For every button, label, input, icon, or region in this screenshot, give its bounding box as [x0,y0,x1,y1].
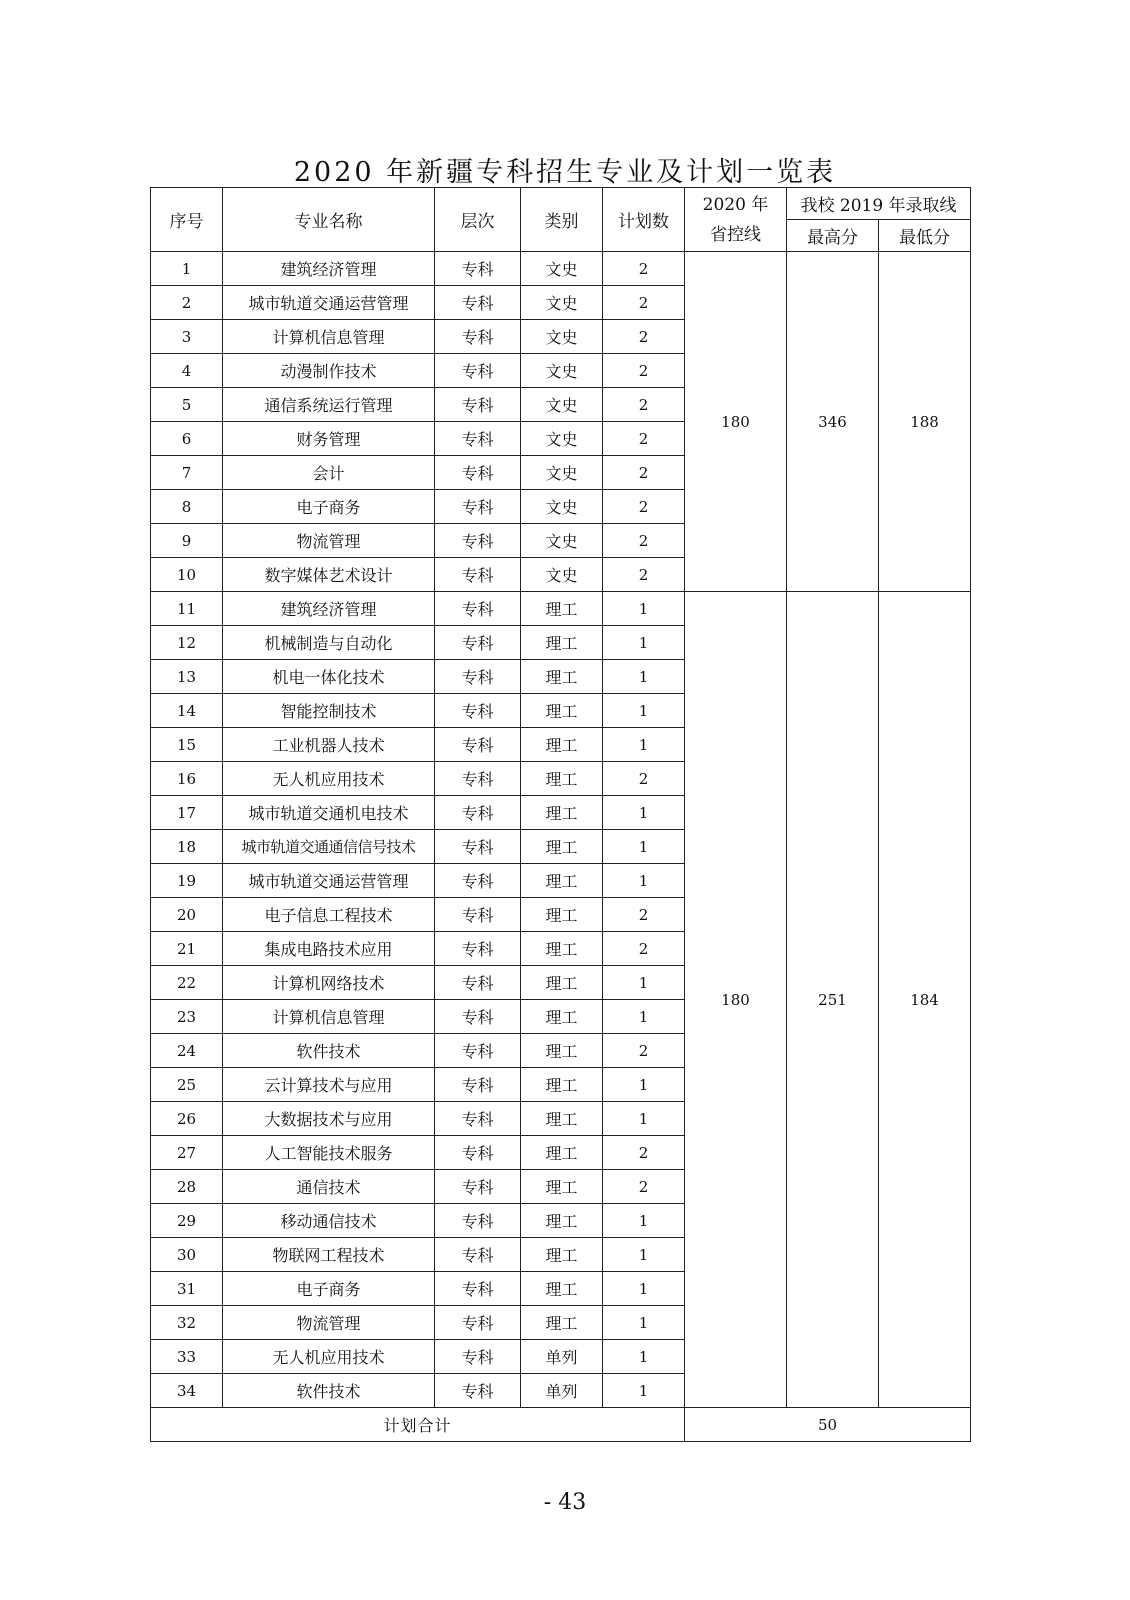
plan-total-value: 50 [685,1408,971,1442]
row-seq: 19 [151,864,223,898]
row-seq: 9 [151,524,223,558]
row-level: 专科 [435,558,521,592]
row-major-name: 通信技术 [223,1170,435,1204]
row-plan-count: 1 [603,1238,685,1272]
table-row [151,592,971,626]
header-min-score: 最低分 [879,220,971,252]
table-footer-row [151,1408,971,1442]
row-category: 理工 [521,1272,603,1306]
row-seq: 18 [151,830,223,864]
row-seq: 22 [151,966,223,1000]
row-level: 专科 [435,1136,521,1170]
row-plan-count: 1 [603,694,685,728]
row-plan-count: 1 [603,1374,685,1408]
row-level: 专科 [435,456,521,490]
row-plan-count: 1 [603,1068,685,1102]
row-seq: 27 [151,1136,223,1170]
row-seq: 26 [151,1102,223,1136]
row-category: 文史 [521,524,603,558]
row-seq: 14 [151,694,223,728]
row-category: 文史 [521,456,603,490]
row-level: 专科 [435,388,521,422]
group-max-score: 251 [787,592,879,1408]
row-seq: 20 [151,898,223,932]
row-major-name: 无人机应用技术 [223,1340,435,1374]
row-category: 理工 [521,1238,603,1272]
row-level: 专科 [435,1238,521,1272]
row-category: 理工 [521,694,603,728]
row-level: 专科 [435,490,521,524]
row-category: 理工 [521,1204,603,1238]
row-major-name: 软件技术 [223,1034,435,1068]
row-major-name: 智能控制技术 [223,694,435,728]
row-category: 理工 [521,626,603,660]
row-major-name: 计算机信息管理 [223,1000,435,1034]
row-level: 专科 [435,1068,521,1102]
row-level: 专科 [435,1000,521,1034]
row-plan-count: 2 [603,286,685,320]
row-major-name: 人工智能技术服务 [223,1136,435,1170]
row-level: 专科 [435,728,521,762]
row-level: 专科 [435,762,521,796]
group-min-score: 188 [879,252,971,592]
row-seq: 15 [151,728,223,762]
row-category: 文史 [521,490,603,524]
row-plan-count: 1 [603,796,685,830]
row-seq: 10 [151,558,223,592]
row-major-name: 会计 [223,456,435,490]
row-level: 专科 [435,796,521,830]
row-plan-count: 2 [603,762,685,796]
row-level: 专科 [435,286,521,320]
row-major-name: 物联网工程技术 [223,1238,435,1272]
row-seq: 30 [151,1238,223,1272]
row-category: 理工 [521,796,603,830]
row-level: 专科 [435,592,521,626]
row-major-name: 城市轨道交通运营管理 [223,286,435,320]
enrollment-plan-table [150,187,971,1442]
row-major-name: 物流管理 [223,524,435,558]
row-major-name: 计算机网络技术 [223,966,435,1000]
row-category: 理工 [521,830,603,864]
row-major-name: 城市轨道交通通信信号技术 [223,830,435,864]
row-seq: 17 [151,796,223,830]
row-seq: 24 [151,1034,223,1068]
row-category: 理工 [521,728,603,762]
row-seq: 8 [151,490,223,524]
header-plan-count: 计划数 [603,188,685,252]
row-seq: 4 [151,354,223,388]
row-plan-count: 2 [603,388,685,422]
row-category: 文史 [521,388,603,422]
row-category: 理工 [521,1136,603,1170]
row-plan-count: 1 [603,1272,685,1306]
row-category: 理工 [521,898,603,932]
row-category: 理工 [521,762,603,796]
row-level: 专科 [435,898,521,932]
row-category: 理工 [521,592,603,626]
row-category: 理工 [521,1034,603,1068]
row-category: 理工 [521,1102,603,1136]
row-level: 专科 [435,660,521,694]
row-plan-count: 2 [603,1136,685,1170]
row-level: 专科 [435,626,521,660]
row-level: 专科 [435,830,521,864]
plan-total-label: 计划合计 [151,1408,685,1442]
row-plan-count: 2 [603,898,685,932]
row-seq: 3 [151,320,223,354]
row-plan-count: 1 [603,830,685,864]
row-category: 文史 [521,354,603,388]
row-category: 理工 [521,1000,603,1034]
row-plan-count: 2 [603,524,685,558]
row-major-name: 数字媒体艺术设计 [223,558,435,592]
table-body [151,252,971,1408]
row-seq: 1 [151,252,223,286]
row-level: 专科 [435,1102,521,1136]
group-province-line: 180 [685,592,787,1408]
header-level: 层次 [435,188,521,252]
row-category: 理工 [521,1306,603,1340]
row-major-name: 集成电路技术应用 [223,932,435,966]
row-level: 专科 [435,1374,521,1408]
row-major-name: 计算机信息管理 [223,320,435,354]
header-school-line: 我校 2019 年录取线 [787,188,971,220]
row-level: 专科 [435,1272,521,1306]
row-major-name: 软件技术 [223,1374,435,1408]
row-plan-count: 1 [603,966,685,1000]
row-major-name: 电子商务 [223,490,435,524]
row-plan-count: 2 [603,354,685,388]
row-category: 文史 [521,422,603,456]
row-level: 专科 [435,932,521,966]
row-level: 专科 [435,1204,521,1238]
row-plan-count: 2 [603,490,685,524]
row-category: 单列 [521,1374,603,1408]
header-max-score: 最高分 [787,220,879,252]
row-seq: 25 [151,1068,223,1102]
row-category: 理工 [521,1068,603,1102]
row-level: 专科 [435,864,521,898]
row-seq: 23 [151,1000,223,1034]
row-major-name: 物流管理 [223,1306,435,1340]
row-seq: 6 [151,422,223,456]
row-seq: 29 [151,1204,223,1238]
row-level: 专科 [435,1034,521,1068]
row-major-name: 无人机应用技术 [223,762,435,796]
row-major-name: 城市轨道交通机电技术 [223,796,435,830]
group-province-line: 180 [685,252,787,592]
row-major-name: 工业机器人技术 [223,728,435,762]
page-title: 2020 年新疆专科招生专业及计划一览表 [293,157,837,188]
row-major-name: 建筑经济管理 [223,252,435,286]
row-major-name: 移动通信技术 [223,1204,435,1238]
row-plan-count: 1 [603,626,685,660]
row-level: 专科 [435,1306,521,1340]
group-min-score: 184 [879,592,971,1408]
row-level: 专科 [435,320,521,354]
row-major-name: 电子商务 [223,1272,435,1306]
row-seq: 21 [151,932,223,966]
header-seq: 序号 [151,188,223,252]
row-seq: 31 [151,1272,223,1306]
row-plan-count: 2 [603,932,685,966]
row-plan-count: 2 [603,422,685,456]
row-level: 专科 [435,694,521,728]
row-level: 专科 [435,966,521,1000]
row-seq: 2 [151,286,223,320]
row-major-name: 机械制造与自动化 [223,626,435,660]
row-category: 理工 [521,660,603,694]
row-plan-count: 1 [603,728,685,762]
row-plan-count: 2 [603,1034,685,1068]
row-plan-count: 2 [603,252,685,286]
page-number: - 43 [543,1490,587,1515]
row-seq: 32 [151,1306,223,1340]
row-level: 专科 [435,1170,521,1204]
row-plan-count: 2 [603,456,685,490]
row-major-name: 电子信息工程技术 [223,898,435,932]
row-seq: 13 [151,660,223,694]
row-plan-count: 1 [603,1204,685,1238]
row-category: 文史 [521,558,603,592]
row-category: 理工 [521,932,603,966]
row-major-name: 大数据技术与应用 [223,1102,435,1136]
row-level: 专科 [435,422,521,456]
row-plan-count: 1 [603,1102,685,1136]
row-plan-count: 1 [603,1000,685,1034]
enrollment-plan-table-wrapper [150,187,970,1442]
row-category: 单列 [521,1340,603,1374]
row-category: 文史 [521,252,603,286]
row-plan-count: 1 [603,864,685,898]
row-major-name: 通信系统运行管理 [223,388,435,422]
row-level: 专科 [435,354,521,388]
table-row [151,252,971,286]
header-major-name: 专业名称 [223,188,435,252]
row-plan-count: 2 [603,320,685,354]
row-major-name: 机电一体化技术 [223,660,435,694]
row-plan-count: 2 [603,1170,685,1204]
row-plan-count: 1 [603,660,685,694]
row-category: 文史 [521,286,603,320]
row-category: 理工 [521,864,603,898]
row-seq: 11 [151,592,223,626]
row-category: 理工 [521,1170,603,1204]
row-level: 专科 [435,252,521,286]
row-seq: 28 [151,1170,223,1204]
row-category: 文史 [521,320,603,354]
row-major-name: 云计算技术与应用 [223,1068,435,1102]
row-seq: 34 [151,1374,223,1408]
row-major-name: 动漫制作技术 [223,354,435,388]
row-seq: 12 [151,626,223,660]
row-seq: 33 [151,1340,223,1374]
row-major-name: 城市轨道交通运营管理 [223,864,435,898]
row-seq: 5 [151,388,223,422]
row-seq: 7 [151,456,223,490]
row-level: 专科 [435,1340,521,1374]
row-plan-count: 1 [603,1306,685,1340]
row-plan-count: 2 [603,558,685,592]
group-max-score: 346 [787,252,879,592]
header-province-line: 2020 年 省控线 [685,188,787,252]
row-major-name: 财务管理 [223,422,435,456]
row-plan-count: 1 [603,592,685,626]
header-category: 类别 [521,188,603,252]
row-level: 专科 [435,524,521,558]
row-plan-count: 1 [603,1340,685,1374]
row-major-name: 建筑经济管理 [223,592,435,626]
row-seq: 16 [151,762,223,796]
row-category: 理工 [521,966,603,1000]
